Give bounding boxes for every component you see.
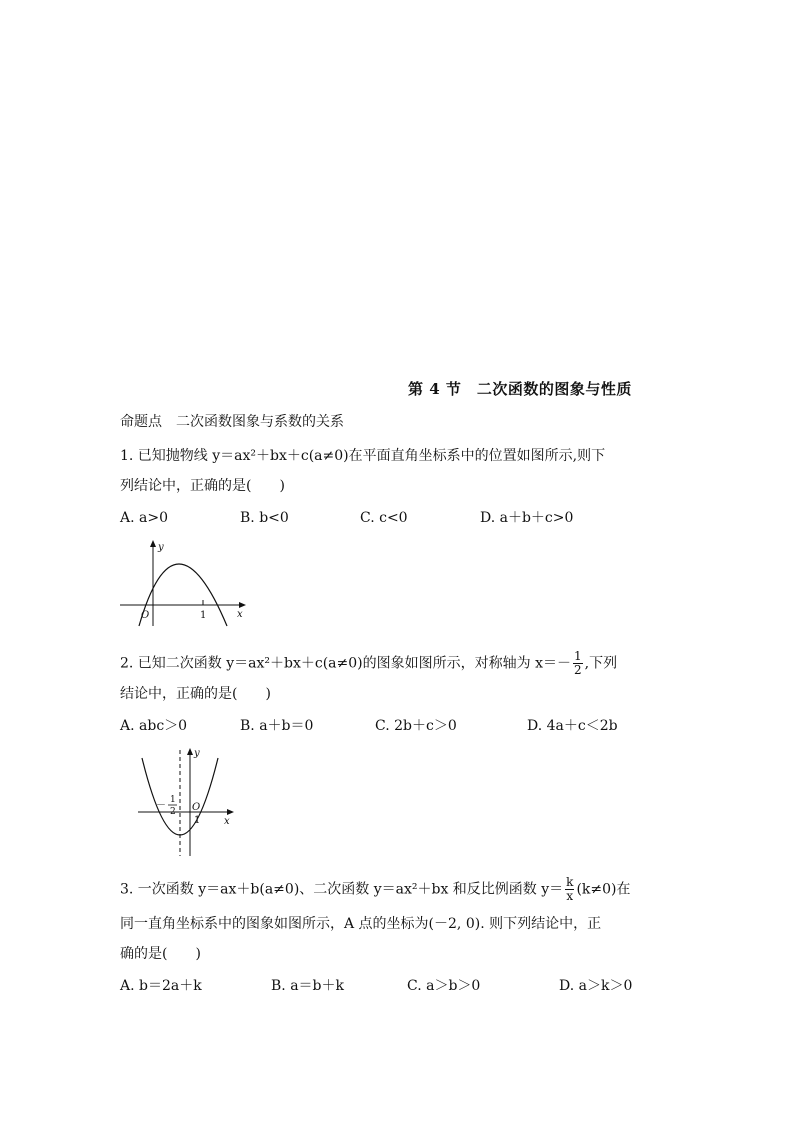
topic-heading: 命题点 二次函数图象与系数的关系 — [120, 414, 344, 430]
q2-text-pre: 2. 已知二次函数 y＝ax²＋bx＋c(a≠0)的图象如图所示，对称轴为 x＝－ — [120, 655, 571, 672]
q2-axis-den: 2 — [573, 663, 582, 677]
q2-axis-label-num: 1 — [170, 795, 176, 805]
q2-y-arrow — [187, 748, 193, 755]
q2-x-label: x — [224, 816, 230, 827]
q2-tick-label: 1 — [194, 815, 201, 826]
q3-fraction — [565, 876, 574, 903]
q2-option-a: A. abc＞0 — [120, 718, 188, 734]
q1-parabola-figure — [115, 538, 250, 630]
q2-axis-num: 1 — [573, 649, 582, 663]
q3-text-post: (k≠0)在 — [576, 881, 631, 898]
q1-parabola-curve — [139, 564, 227, 626]
q1-option-c: C. c<0 — [360, 510, 408, 526]
q1-x-label: x — [237, 609, 243, 620]
q2-axis-sign: － — [156, 800, 166, 811]
section-title: 第 4 节 二次函数的图象与性质 — [408, 380, 632, 398]
q3-option-d: D. a＞k＞0 — [559, 978, 633, 994]
q3-option-a: A. b＝2a＋k — [120, 978, 202, 994]
q3-option-b: B. a＝b＋k — [271, 978, 344, 994]
q1-text-line1: 1. 已知抛物线 y＝ax²＋bx＋c(a≠0)在平面直角坐标系中的位置如图所示,则下 — [120, 448, 606, 464]
q3-text-line3: 确的是( ) — [120, 946, 201, 962]
q1-option-d: D. a＋b＋c>0 — [480, 510, 574, 526]
q2-x-arrow — [227, 809, 234, 815]
q1-origin-label: O — [141, 610, 150, 621]
q1-option-b: B. b<0 — [240, 510, 289, 526]
q3-frac-num: k — [566, 875, 574, 889]
q2-y-label: y — [194, 748, 200, 759]
q1-tick-label: 1 — [200, 610, 207, 621]
q2-parabola-figure — [130, 744, 245, 864]
q1-y-label: y — [158, 542, 164, 553]
q2-option-d: D. 4a＋c＜2b — [527, 718, 618, 734]
q3-frac-den: x — [566, 889, 574, 903]
q3-text-line1 — [120, 876, 631, 903]
q2-origin-label: O — [192, 802, 201, 813]
q3-text-line2: 同一直角坐标系中的图象如图所示，A 点的坐标为(－2, 0). 则下列结论中，正 — [120, 916, 602, 932]
q2-text-line1 — [120, 650, 617, 677]
q2-axis-label-den: 2 — [170, 807, 176, 817]
q2-option-c: C. 2b＋c＞0 — [375, 718, 457, 734]
q1-x-arrow — [239, 602, 246, 608]
q2-text-line2: 结论中，正确的是( ) — [120, 686, 271, 702]
q1-option-a: A. a>0 — [120, 510, 168, 526]
q2-option-b: B. a＋b＝0 — [240, 718, 314, 734]
q3-option-c: C. a＞b＞0 — [407, 978, 481, 994]
q2-text-post: ,下列 — [584, 655, 618, 672]
q2-axis-fraction — [573, 650, 583, 677]
q1-y-arrow — [150, 540, 156, 547]
q1-text-line2: 列结论中，正确的是( ) — [120, 478, 285, 494]
q3-text-pre: 3. 一次函数 y＝ax＋b(a≠0)、二次函数 y＝ax²＋bx 和反比例函数 y＝ — [120, 881, 564, 898]
